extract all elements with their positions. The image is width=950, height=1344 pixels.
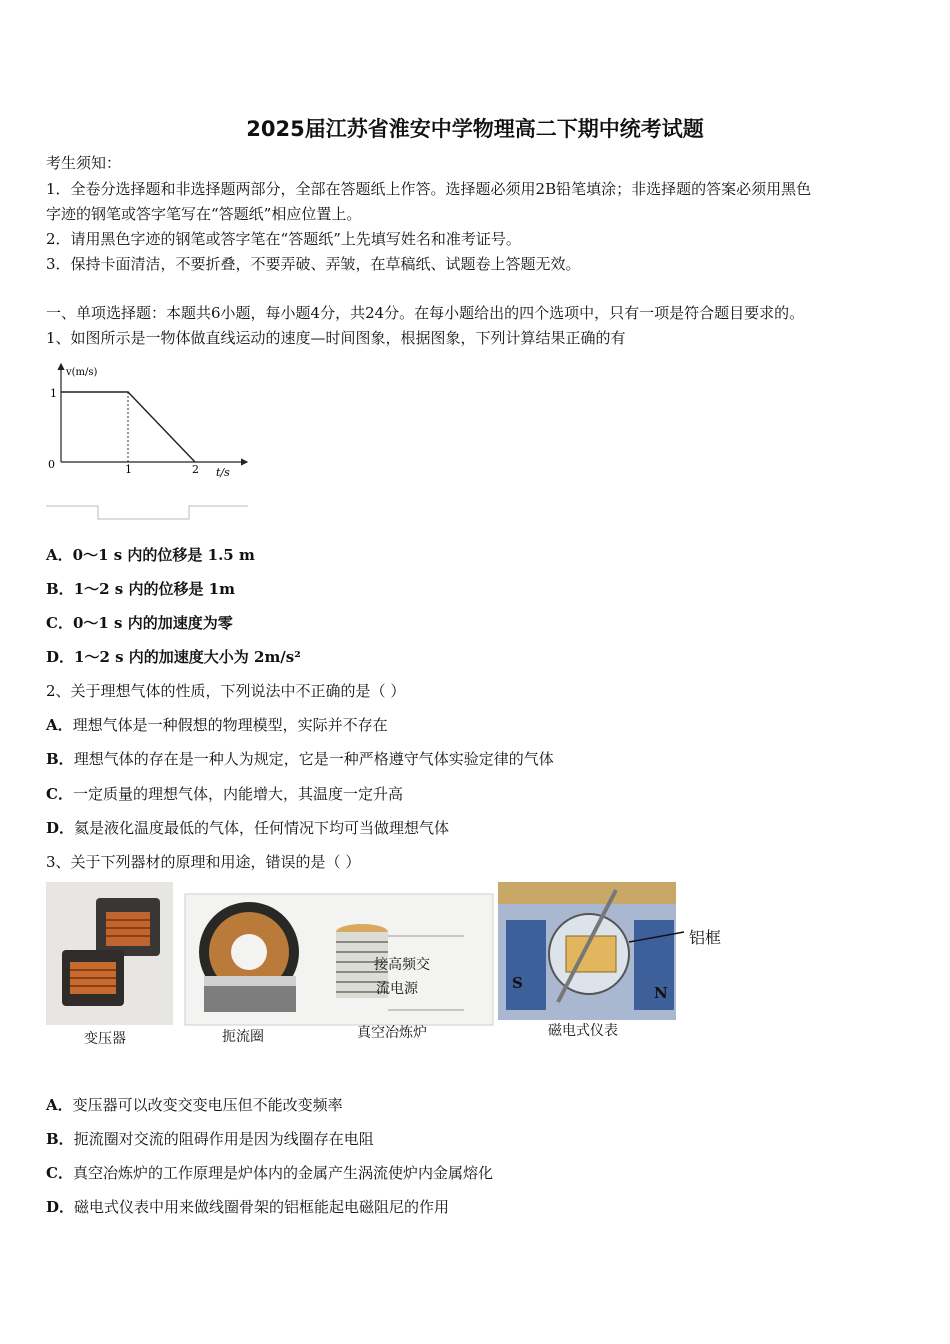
q3-option-b[interactable]: B．扼流圈对交流的阻碍作用是因为线圈存在电阻 [46,1130,374,1148]
hf-source-label-2: 流电源 [376,981,418,997]
q2-stem: 2、关于理想气体的性质，下列说法中不正确的是（ ） [46,682,406,700]
notice-item-1: 1．全卷分选择题和非选择题两部分，全部在答题纸上作答。选择题必须用2B铅笔填涂；非选择题的答案必须用黑色 [46,180,812,198]
hf-source-label-1: 接高频交 [374,957,430,973]
q3-option-c[interactable]: C．真空冶炼炉的工作原理是炉体内的金属产生涡流使炉内金属熔化 [46,1164,493,1182]
choke-caption: 扼流圈 [222,1029,264,1045]
pole-s-label: S [512,974,523,992]
notice-item-1-cont: 字迹的钢笔或答字笔写在“答题纸”相应位置上。 [46,205,362,223]
q1-option-d[interactable]: D．1～2 s 内的加速度大小为 2m/s² [46,648,301,666]
velocity-line [61,392,195,462]
y-tick-label: 1 [50,387,57,400]
q2-option-b[interactable]: B．理想气体的存在是一种人为规定，它是一种严格遵守气体实验定律的气体 [46,750,554,768]
frame-edge [46,506,248,519]
origin-label: 0 [48,458,55,471]
x-axis-label: t/s [216,466,230,479]
x-tick-label: 1 [125,463,132,476]
transformer-caption: 变压器 [84,1031,126,1047]
q2-option-a[interactable]: A．理想气体是一种假想的物理模型，实际并不存在 [46,716,388,734]
q3-stem: 3、关于下列器材的原理和用途，错误的是（ ） [46,853,361,871]
pole-n-label: N [654,984,668,1002]
section-heading: 一、单项选择题：本题共6小题，每小题4分，共24分。在每小题给出的四个选项中，只有一项是符合题目要求的。 [46,304,805,322]
q1-stem: 1、如图所示是一物体做直线运动的速度—时间图象，根据图象，下列计算结果正确的有 [46,329,626,347]
y-axis-label: v(m/s) [66,367,98,378]
q1-vt-chart [44,360,254,520]
transformer-image [46,882,173,1025]
furnace-caption: 真空冶炼炉 [357,1025,427,1041]
notice-item-2: 2．请用黑色字迹的钢笔或答字笔在“答题纸”上先填写姓名和准考证号。 [46,230,521,248]
notice-item-3: 3．保持卡面清洁，不要折叠，不要弄破、弄皱，在草稿纸、试题卷上答题无效。 [46,255,581,273]
x-tick-label: 2 [192,463,199,476]
q2-option-c[interactable]: C．一定质量的理想气体，内能增大，其温度一定升高 [46,785,403,803]
meter-caption: 磁电式仪表 [548,1023,618,1039]
aluminum-frame-label: 铝框 [689,928,722,947]
notice-heading: 考生须知： [46,154,122,172]
q3-option-d[interactable]: D．磁电式仪表中用来做线圈骨架的铝框能起电磁阻尼的作用 [46,1198,450,1216]
q2-option-d[interactable]: D．氦是液化温度最低的气体，任何情况下均可当做理想气体 [46,819,450,837]
page-title: 2025届江苏省淮安中学物理高二下期中统考试题 [246,117,704,141]
q1-option-b[interactable]: B．1～2 s 内的位移是 1m [46,580,235,598]
q3-option-a[interactable]: A．变压器可以改变交变电压但不能改变频率 [46,1096,343,1114]
q1-option-c[interactable]: C．0～1 s 内的加速度为零 [46,614,233,632]
q1-option-a[interactable]: A．0～1 s 内的位移是 1.5 m [46,546,255,564]
